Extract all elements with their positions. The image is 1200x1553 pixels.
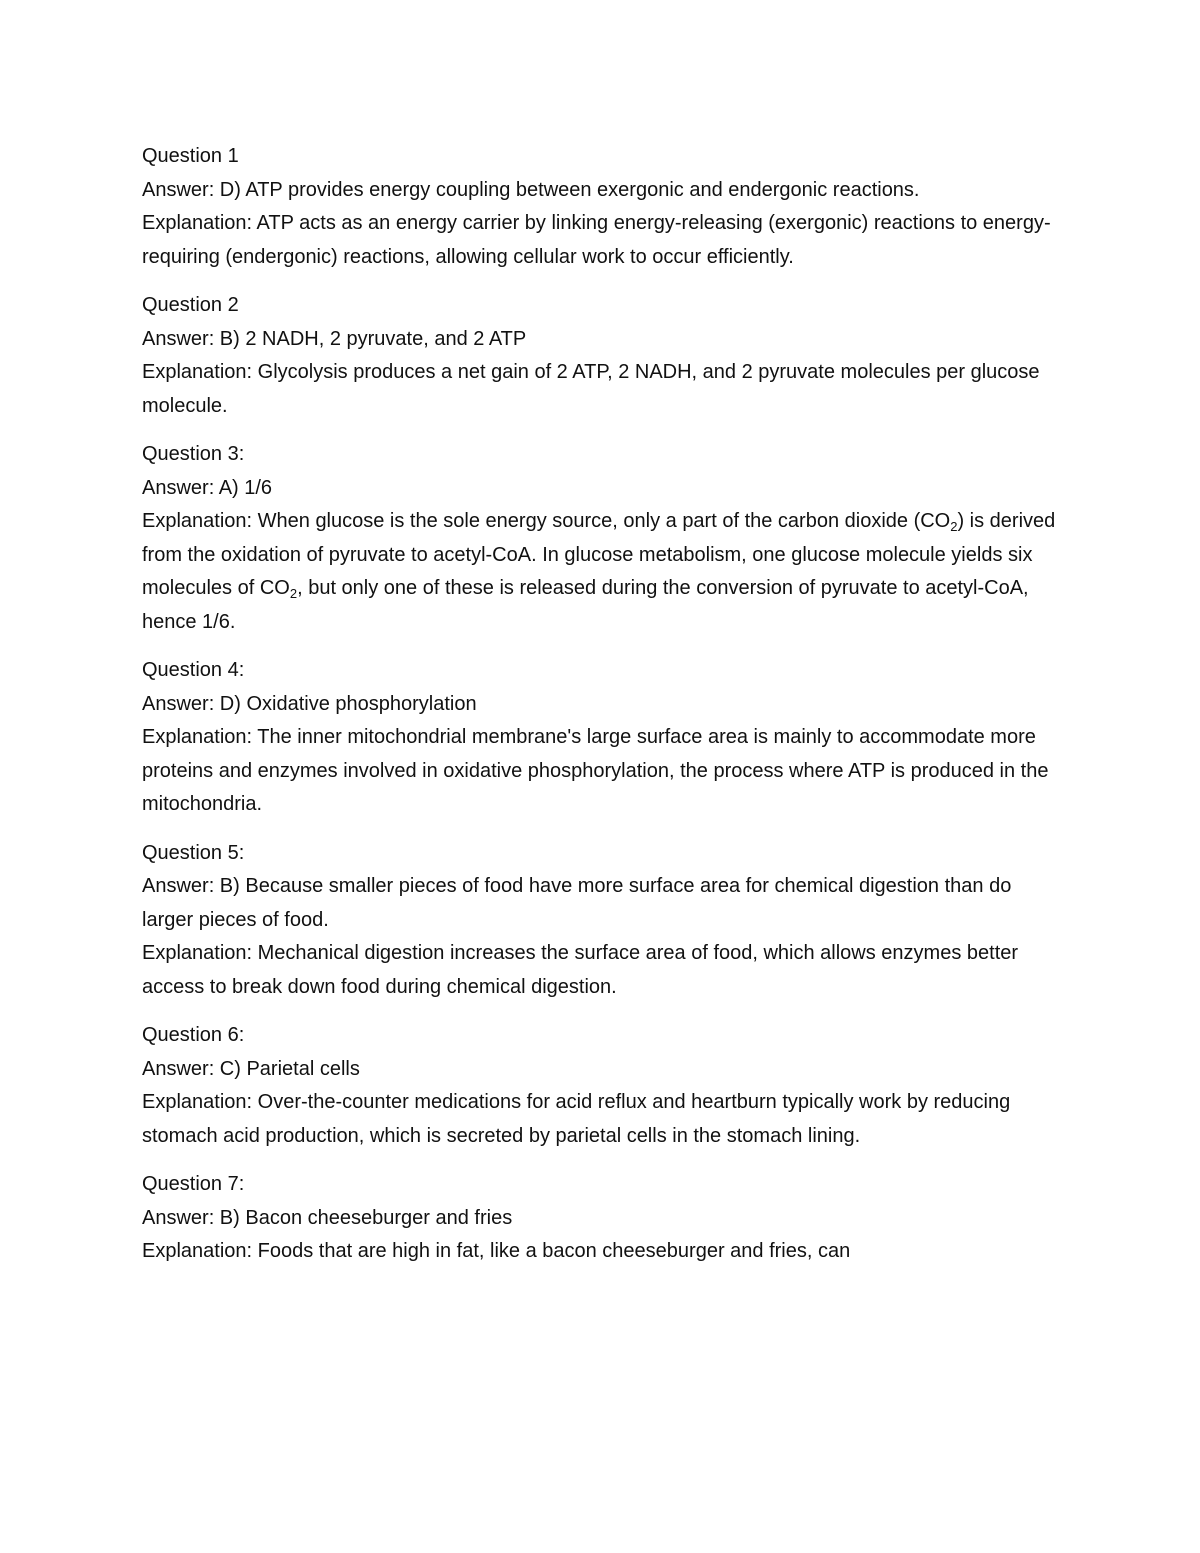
answer-text: Answer: D) ATP provides energy coupling between exergonic and endergonic reactions. <box>142 178 920 201</box>
question-heading: Question 1 <box>142 145 239 167</box>
question-block-6 <box>142 1019 1062 1153</box>
question-block-2 <box>142 289 1062 423</box>
question-heading: Question 6: <box>142 1024 245 1046</box>
explanation-text: Explanation: The inner mitochondrial membrane's large surface area is mainly to accommodate more proteins and enzymes involved in oxidative phosphorylation, the process where ATP is produced in the mitochondria. <box>142 726 1049 815</box>
question-block-5 <box>142 837 1062 1005</box>
explanation-text: Explanation: ATP acts as an energy carrier by linking energy-releasing (exergonic) reactions to energy-requiring (endergonic) reactions, allowing cellular work to occur efficiently. <box>142 212 1051 268</box>
answer-text: Answer: B) Bacon cheeseburger and fries <box>142 1206 513 1229</box>
question-heading: Question 2 <box>142 294 239 316</box>
explanation-text: Explanation: Over-the-counter medications for acid reflux and heartburn typically work by reducing stomach acid production, which is secreted by parietal cells in the stomach lining. <box>142 1091 1011 1147</box>
question-block-3 <box>142 438 1062 639</box>
subscript: 2 <box>950 519 958 534</box>
answer-text: Answer: C) Parietal cells <box>142 1057 360 1080</box>
question-heading: Question 4: <box>142 659 245 681</box>
question-heading: Question 7: <box>142 1173 245 1195</box>
explanation-text: Explanation: Mechanical digestion increases the surface area of food, which allows enzymes better access to break down food during chemical digestion. <box>142 942 1019 998</box>
explanation-text: Explanation: Glycolysis produces a net gain of 2 ATP, 2 NADH, and 2 pyruvate molecules per glucose molecule. <box>142 361 1040 417</box>
answer-text: Answer: B) 2 NADH, 2 pyruvate, and 2 ATP <box>142 327 527 350</box>
explanation-part: ) is derived from the oxidation of pyruvate to acetyl-CoA. In glucose metabolism, one glucose molecule yields six molecules of CO <box>142 510 1056 599</box>
explanation-part: Explanation: When glucose is the sole energy source, only a part of the carbon dioxide (CO <box>142 510 951 532</box>
question-heading: Question 3: <box>142 443 245 465</box>
answer-text: Answer: B) Because smaller pieces of food have more surface area for chemical digestion than do larger pieces of food. <box>142 875 1012 931</box>
question-block-1 <box>142 140 1062 274</box>
explanation-text: Explanation: Foods that are high in fat, like a bacon cheeseburger and fries, can <box>142 1240 851 1262</box>
subscript: 2 <box>289 586 298 601</box>
answer-text: Answer: D) Oxidative phosphorylation <box>142 692 477 715</box>
question-block-4 <box>142 654 1062 822</box>
explanation-text <box>142 505 1062 639</box>
answer-text: Answer: A) 1/6 <box>142 476 273 499</box>
question-heading: Question 5: <box>142 841 245 864</box>
question-block-7 <box>142 1168 1062 1269</box>
document-page <box>142 140 1062 1284</box>
explanation-part: , but only one of these is released during the conversion of pyruvate to acetyl-CoA, hence 1/6. <box>142 577 1029 633</box>
